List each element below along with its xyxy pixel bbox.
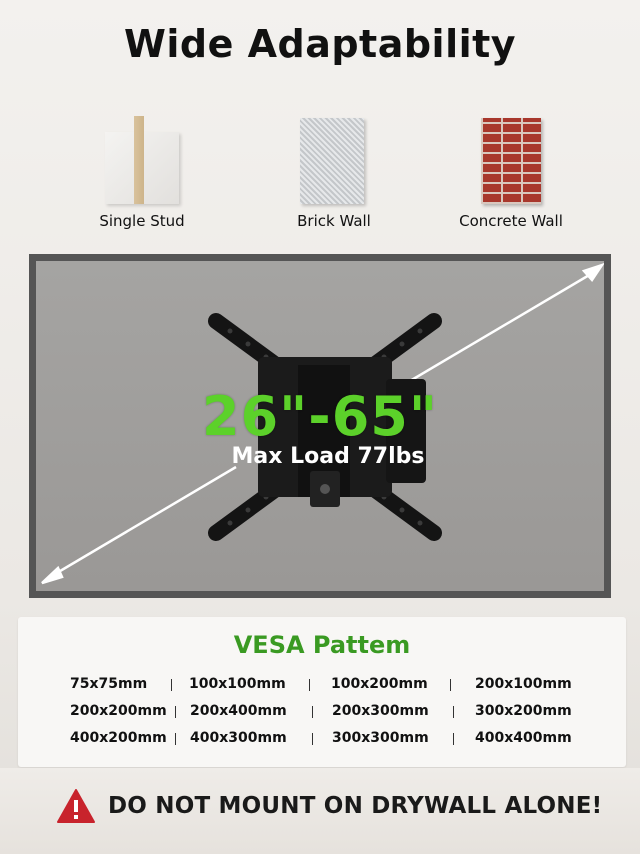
vesa-size: 400x400mm — [475, 730, 572, 746]
divider — [453, 706, 454, 718]
vesa-size: 75x75mm — [70, 676, 148, 692]
stud-wall-icon — [72, 116, 212, 212]
divider — [171, 679, 172, 691]
vesa-size: 200x400mm — [190, 703, 287, 719]
tv-size-range: 26"-65" — [202, 385, 438, 448]
vesa-size: 400x300mm — [190, 730, 287, 746]
max-load-label: Max Load 77lbs — [231, 444, 425, 469]
divider — [175, 733, 176, 745]
wall-type-concrete — [441, 116, 581, 230]
vesa-size: 200x300mm — [332, 703, 429, 719]
vesa-panel — [18, 617, 626, 767]
vesa-row — [18, 730, 626, 750]
wall-type-brick — [264, 116, 404, 230]
concrete-wall-icon — [441, 116, 581, 212]
wall-type-label: Single Stud — [99, 212, 185, 230]
vesa-size: 100x200mm — [331, 676, 428, 692]
divider — [312, 706, 313, 718]
vesa-size: 400x200mm — [70, 730, 167, 746]
drywall-warning — [56, 786, 602, 826]
brick-wall-icon — [264, 116, 404, 212]
wall-type-single-stud — [72, 116, 212, 230]
vesa-size: 200x200mm — [70, 703, 167, 719]
vesa-row — [18, 703, 626, 723]
vesa-row — [18, 676, 626, 696]
divider — [175, 706, 176, 718]
divider — [309, 679, 310, 691]
divider — [450, 679, 451, 691]
page-title: Wide Adaptability — [123, 22, 517, 66]
vesa-size: 300x200mm — [475, 703, 572, 719]
vesa-size: 300x300mm — [332, 730, 429, 746]
wall-type-label: Concrete Wall — [459, 212, 563, 230]
warning-text: DO NOT MOUNT ON DRYWALL ALONE! — [108, 793, 603, 819]
divider — [312, 733, 313, 745]
vesa-title: VESA Pattem — [233, 631, 411, 659]
warning-triangle-icon — [56, 788, 96, 824]
wall-type-label: Brick Wall — [297, 212, 371, 230]
divider — [453, 733, 454, 745]
vesa-size: 200x100mm — [475, 676, 572, 692]
vesa-size: 100x100mm — [189, 676, 286, 692]
